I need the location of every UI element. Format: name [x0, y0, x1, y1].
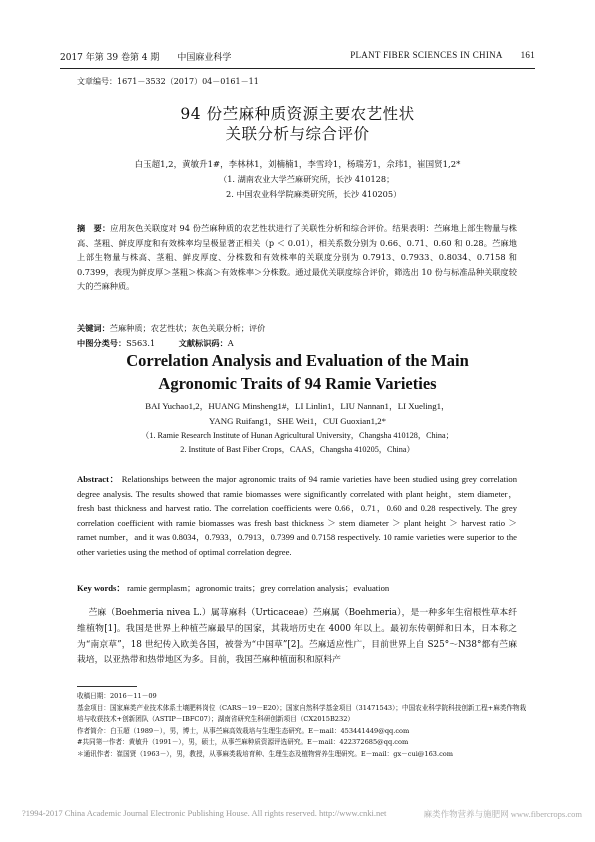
en-authors-line-1: BAI Yuchao1,2，HUANG Minsheng1#，LI Linlin1，LIU Nannan1，LI Xueling1，	[145, 401, 450, 411]
running-header	[60, 50, 535, 66]
en-abstract	[77, 472, 517, 560]
cn-abstract-label: 摘 要：	[77, 223, 111, 233]
cn-title-line-1: 94 份苎麻种质资源主要农艺性状	[180, 105, 415, 123]
en-affiliation-2: 2. Institute of Bast Fiber Crops，CAAS，Changsha 410205，China）	[180, 445, 415, 454]
footer-watermark: 麻类作物营养与施肥网 www.fibercrops.com	[423, 809, 582, 819]
cn-affiliation-1: （1. 湖南农业大学苎麻研究所，长沙 410128；	[219, 174, 395, 184]
article-number: 文章编号：1671－3532（2017）04－0161－11	[77, 77, 259, 86]
footnote-received: 收稿日期：2016－11－09	[77, 692, 157, 700]
cn-abstract	[77, 221, 517, 294]
cn-affiliation-2: 2. 中国农业科学院麻类研究所，长沙 410205）	[226, 189, 402, 199]
footer-copyright: ?1994-2017 China Academic Journal Electronic Publishing House. All rights reserved. http://www.cnki.net	[22, 808, 387, 818]
en-authors-line-2: YANG Ruifang1，SHE Wei1，CUI Guoxian1,2*	[208, 416, 386, 426]
header-rule	[60, 68, 535, 69]
cn-title-line-2: 关联分析与综合评价	[225, 125, 370, 143]
en-title-line-2: Agronomic Traits of 94 Ramie Varieties	[158, 374, 437, 393]
en-abstract-text: Relationships between the major agronomic traits of 94 ramie varieties have been studied using grey correlation degree analysis. The results showed that ramie biomasses were significantly correlated with plant height，stem diameter，fresh bast thickness and harvest ratio. The correlation coefficients were 0.66，0.71，0.60 and 0.28 respectively. The grey correlation coefficient with ramie biomasses was fresh bast thickness ＞ stem diameter ＞ plant height ＞ harvest ratio ＞ ramet number，and it was 0.8034，0.7933，0.7913，0.7399 and 0.7158 respectively. 10 ramie varieties were superior to the other varieties using the method of optimal correlation degree.	[77, 474, 517, 557]
en-affiliation-1: （1. Ramie Research Institute of Hunan Agricultural University，Changsha 410128，China；	[141, 431, 454, 440]
page-footer	[22, 808, 582, 818]
header-issue: 2017 年第 39 卷第 4 期 中国麻业科学	[60, 53, 232, 63]
en-abstract-label: Abstract：	[77, 474, 119, 484]
footnote-cofirst: #共同第一作者：黄敏升（1991－），男，硕士，从事苎麻种质资源评选研究。E－mail：422372685@qq.com	[77, 738, 409, 747]
footnote-funding: 基金项目：国家麻类产业技术体系土壤肥料岗位（CARS－19－E20）；国家自然科学基金项目（31471543）；中国农业科学院科技创新工程+麻类作物栽培与收获技术+创新团队（ASTIP－IBFC07）；湖南省研究生科研创新项目（CX2015B232）	[77, 703, 527, 724]
en-title-line-1: Correlation Analysis and Evaluation of the Main	[126, 351, 469, 370]
cn-abstract-text: 应用灰色关联度对 94 份苎麻种质的农艺性状进行了关联性分析和综合评价。结果表明：苎麻地上部生物量与株高、茎粗、鲜皮厚度和有效株率均呈极显著正相关（p ＜ 0.01），相关系数分别为 0.66、0.71、0.60 和 0.28。苎麻地上部生物量与株高、茎粗、鲜皮厚度、分株数和有效株率的关联度分别为 0.7913、0.7933、0.8034、0.7158 和 0.7399，表现为鲜皮厚＞茎粗＞株高＞有效株率＞分株数。通过最优关联度综合评价，筛选出 10 份与标准品种关联度较大的苎麻种质。	[77, 223, 517, 292]
cn-keywords: 关键词：苎麻种质；农艺性状；灰色关联分析；评价	[77, 323, 266, 333]
footnotes	[77, 691, 527, 761]
page-number: 161	[520, 50, 535, 60]
footnote-author: 作者简介：白玉超（1989－），男，博士，从事苎麻高效栽培与生理生态研究。E－mail：453441449@qq.com	[77, 726, 410, 735]
footnote-rule	[77, 686, 137, 687]
en-keywords: Key words： ramie germplasm；agronomic traits；grey correlation analysis；evaluation	[77, 583, 390, 593]
intro-paragraph: 苎麻（Boehmeria nivea L.）属荨麻科（Urticaceae）苎麻属（Boehmeria），是一种多年生宿根性草本纤维植物[1]。我国是世界上种植苎麻最早的国家，其栽培历史在 4000 年以上。最初东传朝鲜和日本，日本称之为“南京草”，18 世纪传入欧美各国，被誉为“中国草”[2]。苎麻适应性广，目前世界上自 S25°～N38°都有苎麻栽培，以亚热带和热带地区为多。目前，我国苎麻种植面积和原料产	[77, 608, 518, 666]
cn-classification: 中图分类号：S563.1 文献标识码：A	[77, 338, 234, 348]
header-journal: PLANT FIBER SCIENCES IN CHINA 161	[350, 50, 535, 60]
cn-authors: 白玉超1,2，黄敏升1#，李林林1，刘楠楠1，李雪玲1，杨瑞芳1，佘玮1，崔国贤1,2*	[134, 160, 461, 170]
footnote-corresponding: ＊通讯作者：崔国贤（1963－），男，教授，从事麻类栽培育种、生理生态及植物营养生理研究。E－mail：gx－cui@163.com	[77, 749, 453, 758]
